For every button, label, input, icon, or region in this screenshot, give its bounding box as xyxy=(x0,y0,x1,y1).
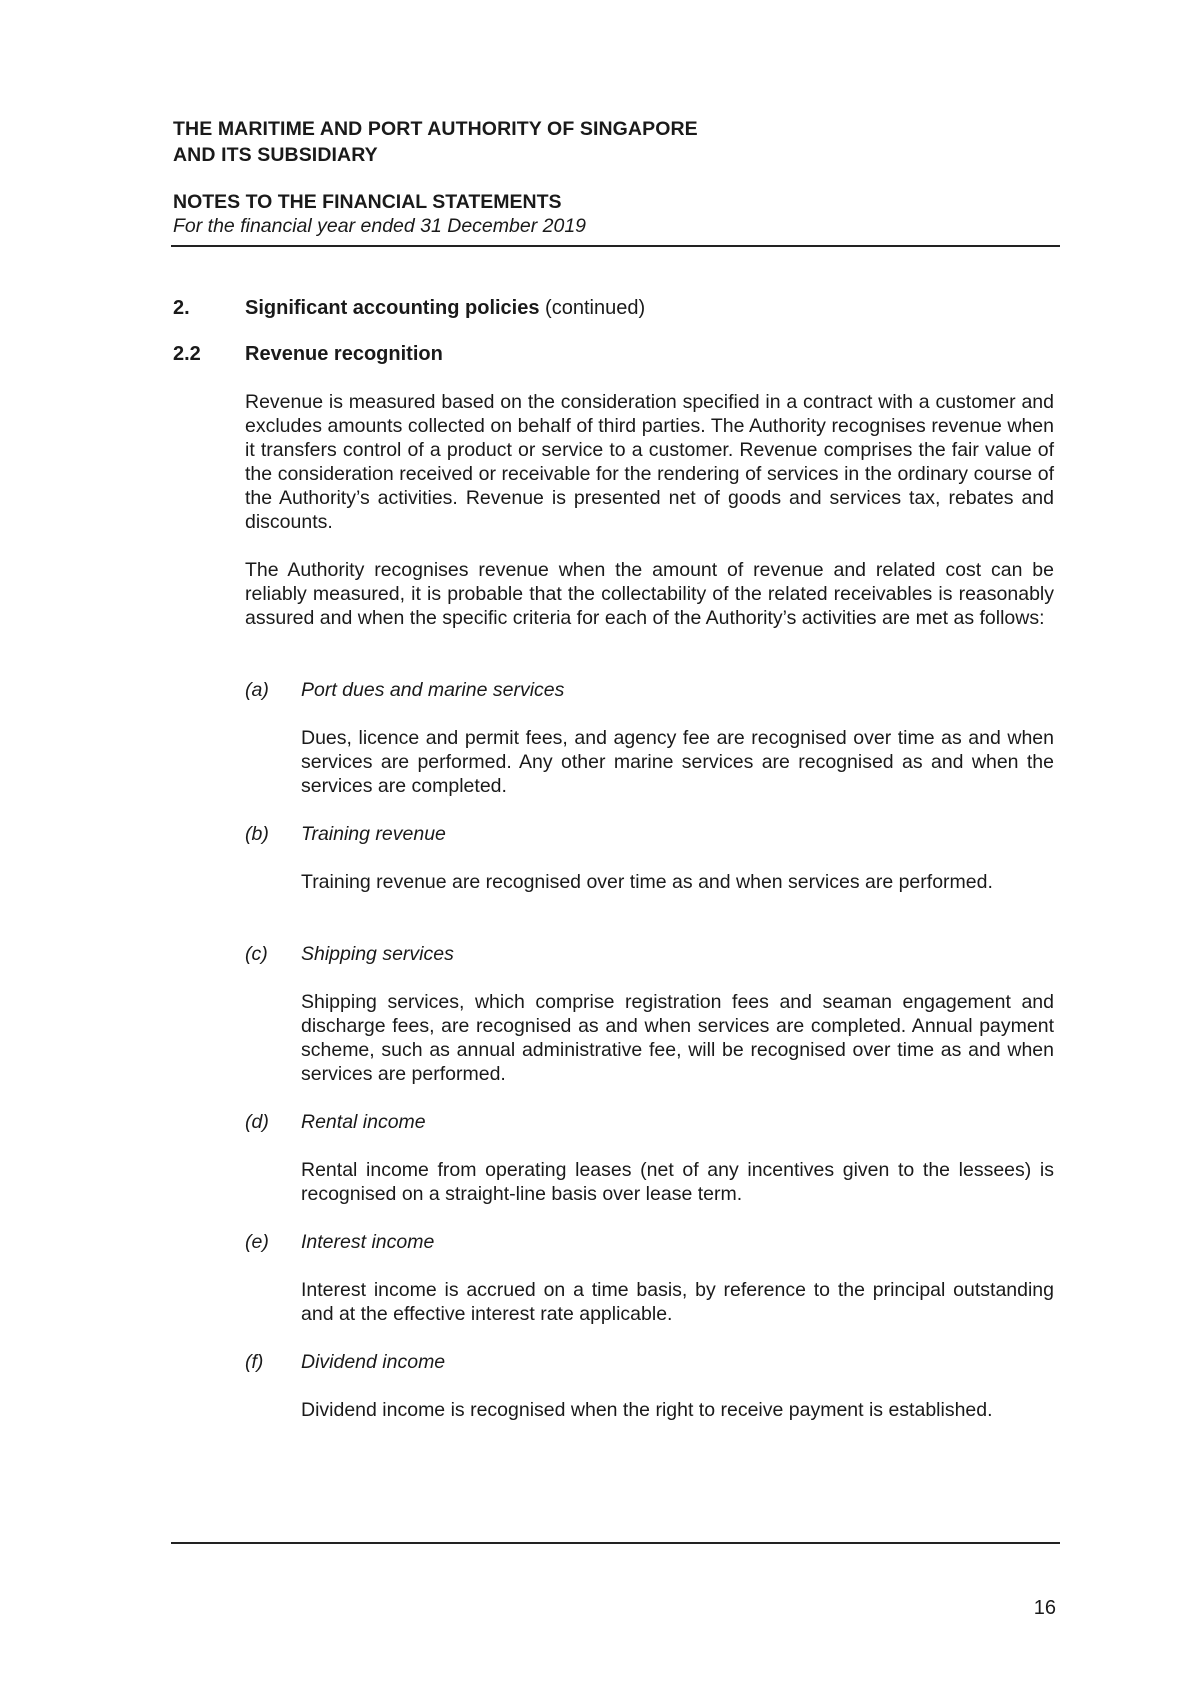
item-b-label: (b) xyxy=(245,823,269,845)
paragraph-1: Revenue is measured based on the consideration specified in a contract with a customer and excludes amounts collected on behalf of third parties. The Authority recognises revenue when it transfers control of a product or service to a customer. Revenue comprises the fair value of the consideration received or receivable for the rendering of services in the ordinary course of the Authority’s activities. Revenue is presented net of goods and services tax, rebates and discounts. xyxy=(245,391,1054,533)
item-e-label: (e) xyxy=(245,1231,269,1253)
item-c-label: (c) xyxy=(245,943,268,965)
item-f-label: (f) xyxy=(245,1351,264,1373)
org-name-line-2: AND ITS SUBSIDIARY xyxy=(173,144,378,166)
header-divider xyxy=(171,245,1060,247)
item-e-body: Interest income is accrued on a time basis, by reference to the principal outstanding and at the effective interest rate applicable. xyxy=(301,1279,1054,1325)
item-c-title: Shipping services xyxy=(301,943,454,965)
item-f-title: Dividend income xyxy=(301,1351,446,1373)
notes-title: NOTES TO THE FINANCIAL STATEMENTS xyxy=(173,191,562,213)
item-d-body: Rental income from operating leases (net of any incentives given to the lessees) is recognised on a straight-line basis over lease term. xyxy=(301,1159,1054,1205)
subsection-number: 2.2 xyxy=(173,343,201,365)
section-title-wrap xyxy=(245,296,645,320)
item-c-body: Shipping services, which comprise registration fees and seaman engagement and discharge fees, are recognised as and when services are completed. Annual payment scheme, such as annual administrative fee, will be recognised over time as and when services are performed. xyxy=(301,991,1054,1085)
org-name-line-1: THE MARITIME AND PORT AUTHORITY OF SINGAPORE xyxy=(173,118,698,140)
notes-subtitle: For the financial year ended 31 December 2019 xyxy=(173,215,587,237)
section-title: Significant accounting policies xyxy=(245,297,540,319)
item-e-title: Interest income xyxy=(301,1231,435,1253)
item-d-title: Rental income xyxy=(301,1111,426,1133)
page-number: 16 xyxy=(1033,1597,1056,1619)
section-number: 2. xyxy=(173,297,190,319)
item-a-title: Port dues and marine services xyxy=(301,679,565,701)
section-suffix: (continued) xyxy=(539,297,646,319)
paragraph-2: The Authority recognises revenue when the amount of revenue and related cost can be reliably measured, it is probable that the collectability of the related receivables is reasonably assured and when the specific criteria for each of the Authority’s activities are met as follows: xyxy=(245,559,1054,629)
item-f-body: Dividend income is recognised when the right to receive payment is established. xyxy=(301,1399,993,1421)
subsection-title: Revenue recognition xyxy=(245,343,443,365)
item-a-label: (a) xyxy=(245,679,269,701)
item-a-body: Dues, licence and permit fees, and agency fee are recognised over time as and when services are performed. Any other marine services are recognised as and when the services are completed. xyxy=(301,727,1054,797)
item-d-label: (d) xyxy=(245,1111,269,1133)
item-b-body: Training revenue are recognised over time as and when services are performed. xyxy=(301,871,993,893)
item-b-title: Training revenue xyxy=(301,823,446,845)
organization-header xyxy=(173,116,698,168)
footer-divider xyxy=(171,1542,1060,1544)
